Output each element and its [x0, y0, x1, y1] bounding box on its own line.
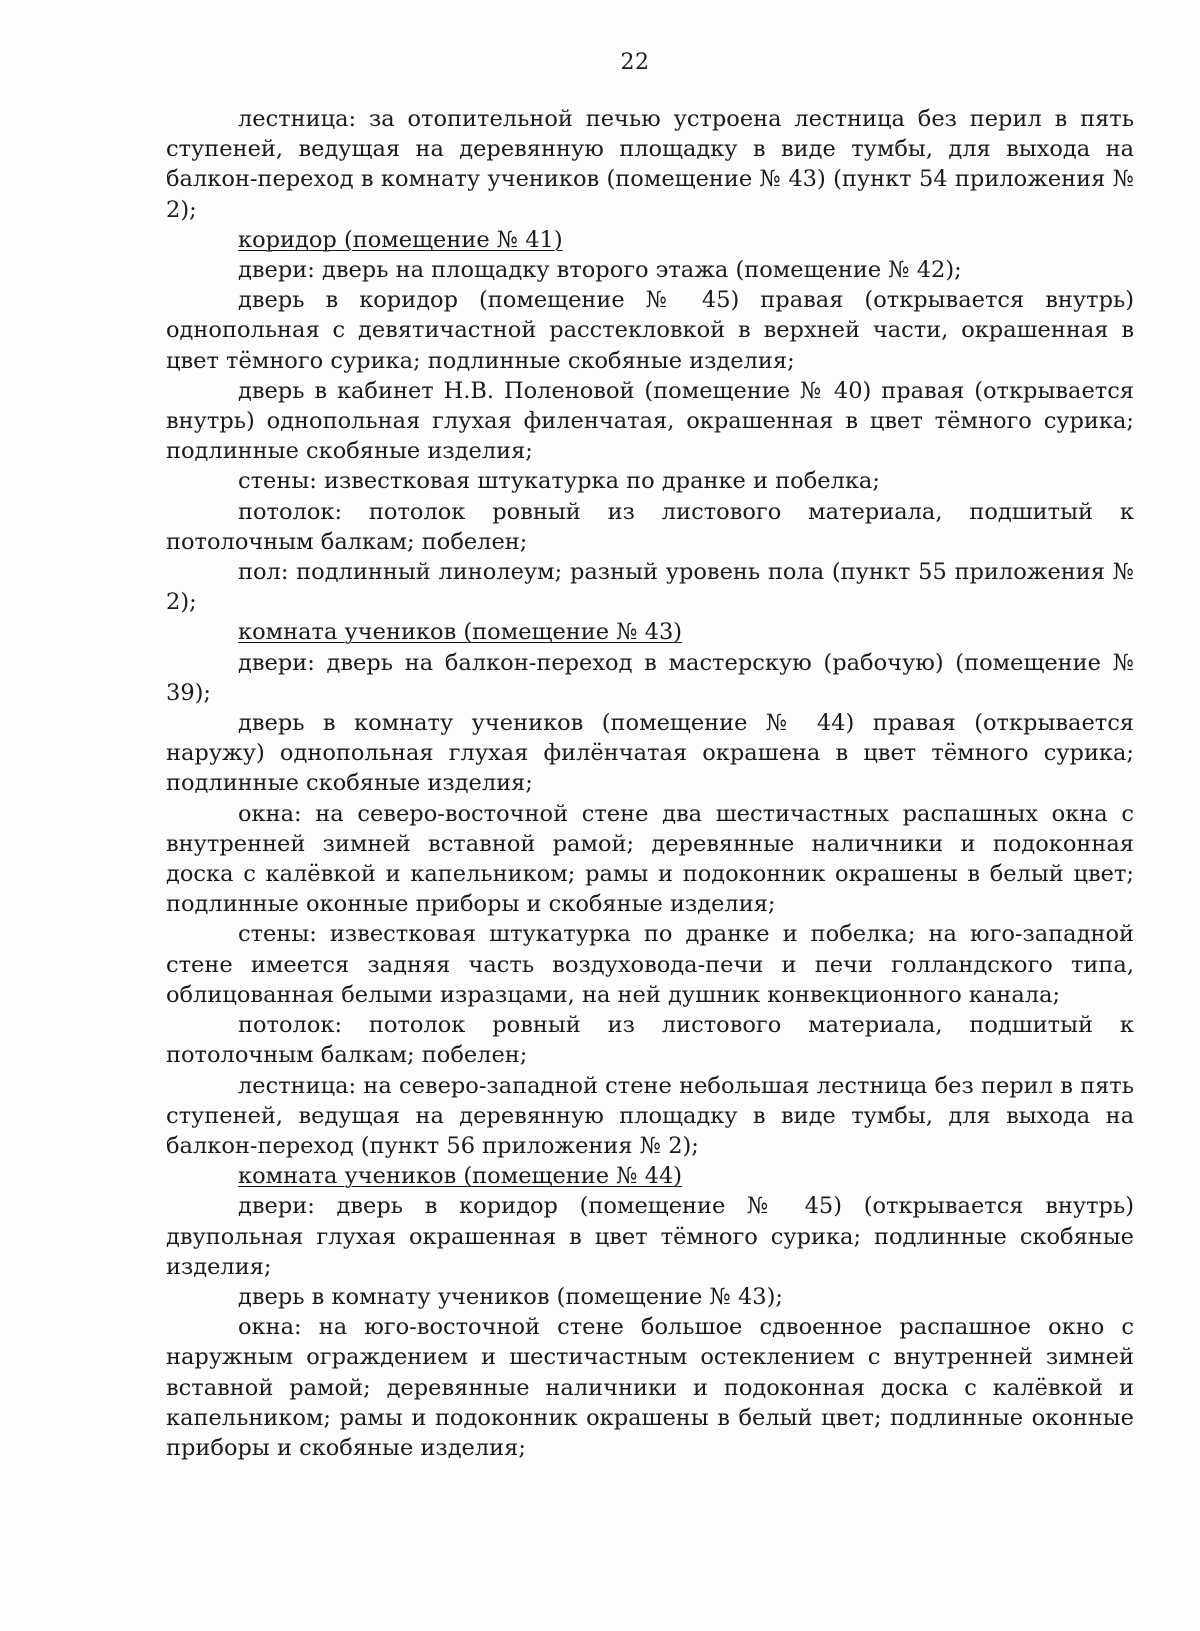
paragraph-floor-41: пол: подлинный линолеум; разный уровень пола (пункт 55 приложения № 2);	[166, 559, 1134, 616]
paragraph-door-students-44: дверь в комнату учеников (помещение № 44) правая (открывается наружу) однопольная глухая филёнчатая окрашена в цвет тёмного сурика; подлинные скобяные изделия;	[166, 710, 1134, 797]
paragraph-doors-41: двери: дверь на площадку второго этажа (помещение № 42);	[238, 257, 962, 284]
section-heading-corridor-41: коридор (помещение № 41)	[238, 226, 563, 253]
paragraph-windows-43: окна: на северо-восточной стене два шестичастных распашных окна с внутренней зимней вставной рамой; деревянные наличники и подоконная доска с калёвкой и капельником; рамы и подоконник окрашены в белый цвет; подлинные оконные приборы и скобяные изделия;	[166, 800, 1134, 918]
paragraph-windows-44: окна: на юго-восточной стене большое сдвоенное распашное окно с наружным ограждением и шестичастным остеклением с внутренней зимней вставной рамой; деревянные наличники и подоконная доска с калёвкой и капельником; рамы и подоконник окрашены в белый цвет; подлинные оконные приборы и скобяные изделия;	[166, 1314, 1134, 1461]
paragraph-staircase-43: лестница: на северо-западной стене небольшая лестница без перил в пять ступеней, ведущая на деревянную площадку в виде тумбы, для выхода на балкон-переход (пункт 56 приложения № 2);	[166, 1072, 1134, 1159]
paragraph-staircase-39: лестница: за отопительной печью устроена лестница без перил в пять ступеней, ведущая на деревянную площадку в виде тумбы, для выхода на балкон-переход в комнату учеников (помещение № 43) (пункт 54 приложения № 2);	[166, 106, 1134, 223]
paragraph-doors-43: двери: дверь на балкон-переход в мастерскую (рабочую) (помещение № 39);	[166, 649, 1134, 706]
document-body	[166, 104, 1134, 1463]
paragraph-doors-44: двери: дверь в коридор (помещение № 45) (открывается внутрь) двупольная глухая окрашенная в цвет тёмного сурика; подлинные скобяные изделия;	[166, 1193, 1134, 1280]
paragraph-ceiling-43: потолок: потолок ровный из листового материала, подшитый к потолочным балкам; побелен;	[166, 1012, 1134, 1069]
section-heading-students-room-43: комната учеников (помещение № 43)	[238, 619, 683, 646]
paragraph-door-students-43: дверь в комнату учеников (помещение № 43);	[238, 1283, 783, 1310]
paragraph-door-polenova-40: дверь в кабинет Н.В. Поленовой (помещение № 40) правая (открывается внутрь) однопольная глухая филенчатая, окрашенная в цвет тёмного сурика; подлинные скобяные изделия;	[166, 377, 1134, 465]
page-number: 22	[620, 50, 650, 75]
paragraph-ceiling-41: потолок: потолок ровный из листового материала, подшитый к потолочным балкам; побелен;	[166, 498, 1134, 555]
section-heading-students-room-44: комната учеников (помещение № 44)	[238, 1163, 683, 1190]
paragraph-walls-43: стены: известковая штукатурка по дранке и побелка; на юго-западной стене имеется задняя часть воздуховода-печи и печи голландского типа, облицованная белыми изразцами, на ней душник конвекционного канала;	[166, 921, 1134, 1008]
paragraph-walls-41: стены: известковая штукатурка по дранке и побелка;	[238, 468, 880, 495]
paragraph-door-corridor-45: дверь в коридор (помещение № 45) правая (открывается внутрь) однопольная с девятичастной расстекловкой в верхней части, окрашенная в цвет тёмного сурика; подлинные скобяные изделия;	[166, 287, 1134, 374]
